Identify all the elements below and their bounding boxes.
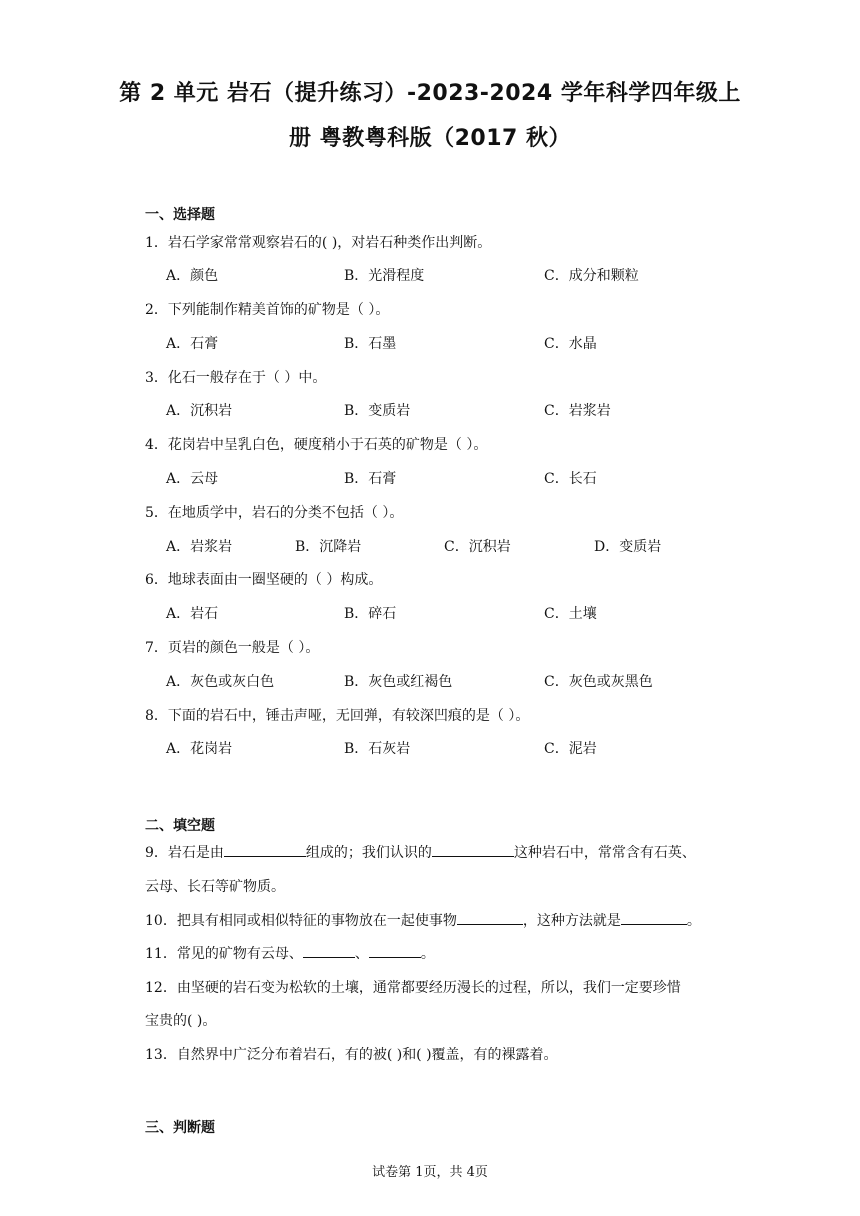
question-7-option-c: C．灰色或灰黑色 <box>544 674 653 690</box>
question-4: 4．花岗岩中呈乳白色，硬度稍小于石英的矿物是（ ）。 <box>145 437 488 453</box>
question-2-option-b: B．石墨 <box>344 336 397 352</box>
question-9-text-a: 9．岩石是由 <box>145 845 224 861</box>
question-1-option-b: B．光滑程度 <box>344 268 425 284</box>
question-3: 3．化石一般存在于（ ）中。 <box>145 370 327 386</box>
question-9-continued: 云母、长石等矿物质。 <box>145 879 285 895</box>
question-1: 1．岩石学家常常观察岩石的( )，对岩石种类作出判断。 <box>145 235 492 251</box>
question-8-option-a: A．花岗岩 <box>166 741 233 757</box>
question-9 <box>145 842 696 862</box>
question-5-option-a: A．岩浆岩 <box>166 539 233 555</box>
question-1-option-a: A．颜色 <box>166 268 219 284</box>
question-3-option-c: C．岩浆岩 <box>544 403 611 419</box>
question-10-text-c: 。 <box>686 913 701 929</box>
question-10 <box>145 910 701 930</box>
question-6-option-b: B．碎石 <box>344 606 397 622</box>
question-1-option-c: C．成分和颗粒 <box>544 268 639 284</box>
question-5-option-b: B．沉降岩 <box>295 539 362 555</box>
question-8-option-c: C．泥岩 <box>544 741 597 757</box>
question-4-option-b: B．石膏 <box>344 471 397 487</box>
question-4-option-c: C．长石 <box>544 471 597 487</box>
question-11 <box>145 943 435 963</box>
question-5: 5．在地质学中，岩石的分类不包括（ ）。 <box>145 505 404 521</box>
answer-blank <box>457 910 523 925</box>
question-5-option-d: D．变质岩 <box>594 539 662 555</box>
question-11-text-a: 11．常见的矿物有云母、 <box>145 946 303 962</box>
answer-blank <box>369 943 421 958</box>
section-choice-heading: 一、选择题 <box>145 207 215 223</box>
question-10-text-b: ，这种方法就是 <box>522 913 621 929</box>
question-8: 8．下面的岩石中，锤击声哑，无回弹，有较深凹痕的是（ ）。 <box>145 708 530 724</box>
exam-title-line2: 册 粤教粤科版（2017 秋） <box>288 126 572 151</box>
question-11-text-b: 、 <box>354 946 369 962</box>
question-12-continued: 宝贵的( )。 <box>145 1013 217 1029</box>
question-6-option-c: C．土壤 <box>544 606 597 622</box>
answer-blank <box>621 910 687 925</box>
question-12: 12．由坚硬的岩石变为松软的土壤，通常都要经历漫长的过程，所以，我们一定要珍惜 <box>145 980 681 996</box>
question-2: 2．下列能制作精美首饰的矿物是（ ）。 <box>145 302 390 318</box>
question-6-option-a: A．岩石 <box>166 606 219 622</box>
question-5-option-c: C．沉积岩 <box>444 539 511 555</box>
question-9-text-c: 这种岩石中，常常含有石英、 <box>513 845 696 861</box>
answer-blank <box>432 842 514 857</box>
question-9-text-b: 组成的；我们认识的 <box>305 845 432 861</box>
question-6: 6．地球表面由一圈坚硬的（ ）构成。 <box>145 572 383 588</box>
question-2-option-c: C．水晶 <box>544 336 597 352</box>
question-4-option-a: A．云母 <box>166 471 219 487</box>
question-2-option-a: A．石膏 <box>166 336 219 352</box>
question-7-option-b: B．灰色或红褐色 <box>344 674 453 690</box>
section-fill-heading: 二、填空题 <box>145 818 215 834</box>
question-3-option-b: B．变质岩 <box>344 403 411 419</box>
answer-blank <box>224 842 306 857</box>
question-3-option-a: A．沉积岩 <box>166 403 233 419</box>
question-7-option-a: A．灰色或灰白色 <box>166 674 275 690</box>
answer-blank <box>303 943 355 958</box>
page-footer: 试卷第 1页，共 4页 <box>372 1165 488 1180</box>
question-8-option-b: B．石灰岩 <box>344 741 411 757</box>
question-13: 13．自然界中广泛分布着岩石，有的被( )和( )覆盖，有的裸露着。 <box>145 1047 558 1063</box>
section-judge-heading: 三、判断题 <box>145 1120 215 1136</box>
question-7: 7．页岩的颜色一般是（ ）。 <box>145 640 320 656</box>
question-10-text-a: 10．把具有相同或相似特征的事物放在一起使事物 <box>145 913 457 929</box>
exam-title-line1: 第 2 单元 岩石（提升练习）-2023-2024 学年科学四年级上 <box>119 81 741 106</box>
question-11-text-c: 。 <box>420 946 435 962</box>
